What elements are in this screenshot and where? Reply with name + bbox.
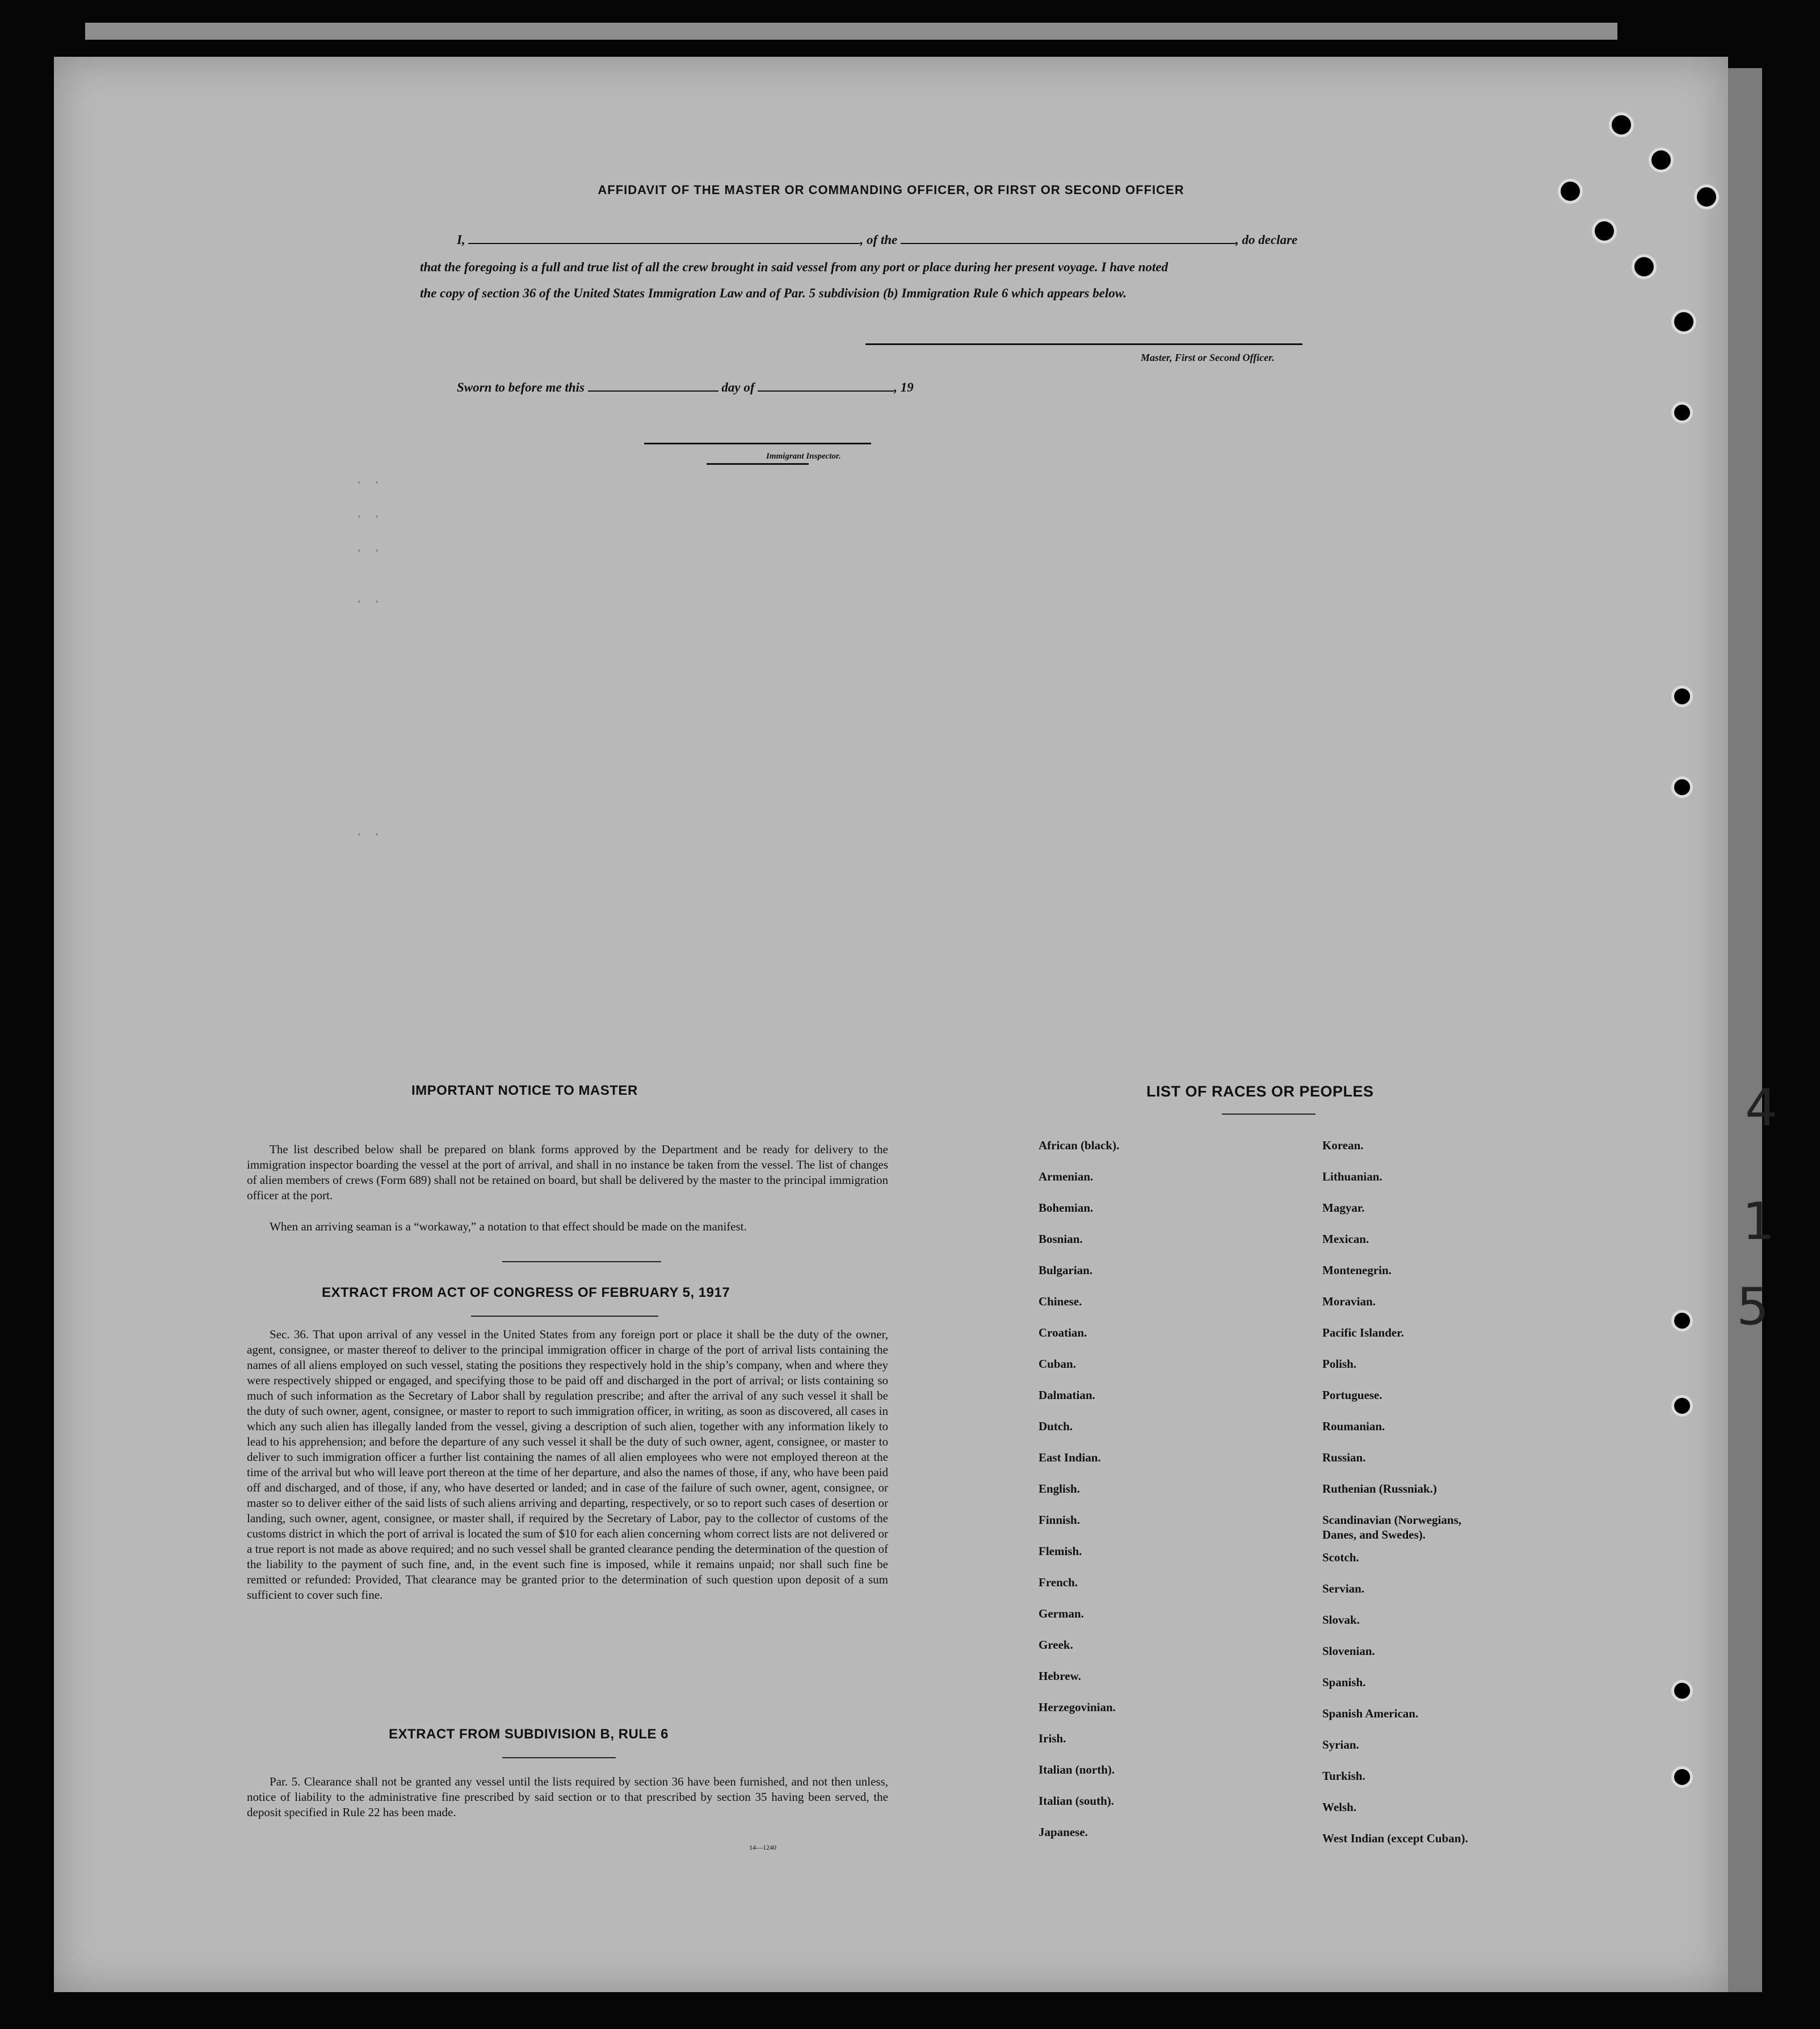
- race-item: Syrian.: [1322, 1738, 1359, 1751]
- race-item: French.: [1039, 1576, 1078, 1589]
- race-item: Polish.: [1322, 1357, 1357, 1371]
- race-item: Slovak.: [1322, 1613, 1360, 1627]
- sworn-line: [457, 380, 914, 395]
- form-number: 14—1240: [749, 1843, 776, 1851]
- binder-hole: [1609, 112, 1634, 137]
- extract-act-text: Sec. 36. That upon arrival of any vessel in the United States from any foreign port or place it shall be the duty of the owner, agent, consignee, or master thereof to deliver to the principal immigration officer in charge of the port of arrival lists containing the names of all aliens employed on such vessel, stating the positions they respectively hold in the ship’s company, when and where they were respectively shipped or engaged, and specifying those to be paid off and discharged in the port of arrival; or lists containing so much of such information as the Secretary of Labor shall by regulation prescribe; and after the arrival of any such vessel it shall be the duty of such owner, agent, consignee, or master to report to such immigration officer, in writing, as soon as discovered, all cases in which any such alien has illegally landed from the vessel, giving a description of such alien, together with any information likely to lead to his apprehension; and before the departure of any such vessel it shall be the duty of such owner, agent, consignee, or master to deliver to such immigration officer a further list containing the names of all alien employees who were not employed thereon at the time of the arrival but who will leave port thereon at the time of her departure, and also the names of those, if any, who have been paid off and discharged, and of those, if any, who have deserted or landed; and in case of the failure of such owner, agent, consignee, or master so to deliver either of the said lists of such aliens arriving and departing, respectively, or so to report such cases of desertion or landing, such owner, agent, consignee, or master shall, if required by the Secretary of Labor, pay to the collector of customs of the customs district in which the port of arrival is located the sum of $10 for each alien concerning whom correct lists are not delivered or a true report is not made as above required; and no such vessel shall be granted clearance pending the determination of the question of the liability to the payment of such fine, and, in the event such fine is imposed, while it remains unpaid; nor shall such fine be remitted or refunded: Provided, That clearance may be granted prior to the determination of such question upon deposit of a sum sufficient to cover such fine.: [247, 1328, 888, 1602]
- affidavit-declare-label: , do declare: [1235, 233, 1298, 247]
- race-item: Portuguese.: [1322, 1388, 1382, 1402]
- divider: [1222, 1114, 1315, 1115]
- race-item: Pacific Islander.: [1322, 1326, 1404, 1339]
- divider: [502, 1757, 616, 1758]
- notice-title: IMPORTANT NOTICE TO MASTER: [411, 1083, 638, 1098]
- race-item: Servian.: [1322, 1582, 1365, 1595]
- race-item: Flemish.: [1039, 1544, 1082, 1558]
- binder-hole: [1671, 776, 1693, 798]
- sworn-label: Sworn to before me this: [457, 380, 585, 394]
- master-signature-label: Master, First or Second Officer.: [1141, 352, 1275, 363]
- race-item: African (black).: [1039, 1139, 1120, 1152]
- race-item: Italian (south).: [1039, 1794, 1115, 1808]
- extract-rule-title: EXTRACT FROM SUBDIVISION B, RULE 6: [389, 1726, 669, 1742]
- margin-mark: 1: [1742, 1192, 1775, 1251]
- binder-hole: [1671, 1680, 1693, 1702]
- race-item: Chinese.: [1039, 1295, 1082, 1308]
- right-page-strip: [1728, 68, 1762, 1992]
- race-item: Slovenian.: [1322, 1644, 1375, 1658]
- binder-hole: [1671, 309, 1696, 334]
- binder-hole: [1671, 686, 1693, 707]
- inspector-underline: [707, 463, 809, 465]
- race-item: Dalmatian.: [1039, 1388, 1095, 1402]
- race-item: Moravian.: [1322, 1295, 1376, 1308]
- extract-rule-text: Par. 5. Clearance shall not be granted any vessel until the lists required by section 36 have been furnished, and not then unless, notice of liability to the administrative fine prescribed by said section or to that prescribed by section 35 having been served, the deposit specified in Rule 22 has been made.: [247, 1775, 888, 1819]
- vessel-field[interactable]: [901, 234, 1235, 244]
- binder-hole: [1671, 1766, 1693, 1788]
- affidavit-of-the-label: , of the: [860, 233, 898, 247]
- race-item: Scotch.: [1322, 1551, 1359, 1564]
- sworn-month-field[interactable]: [758, 381, 894, 392]
- binder-hole: [1649, 148, 1674, 173]
- affidavit-title: AFFIDAVIT OF THE MASTER OR COMMANDING OFFICER, OR FIRST OR SECOND OFFICER: [598, 183, 1184, 197]
- binder-hole: [1592, 219, 1617, 243]
- bleed-through-row: . .: [355, 471, 381, 488]
- race-item: Irish.: [1039, 1732, 1066, 1745]
- race-item: Russian.: [1322, 1451, 1366, 1464]
- race-item: Italian (north).: [1039, 1763, 1115, 1776]
- race-item: East Indian.: [1039, 1451, 1101, 1464]
- bleed-through-row: . .: [355, 505, 381, 522]
- race-item: Bohemian.: [1039, 1201, 1094, 1215]
- race-item: West Indian (except Cuban).: [1322, 1831, 1468, 1845]
- binder-hole: [1671, 402, 1693, 423]
- race-item: Cuban.: [1039, 1357, 1076, 1371]
- race-item: Japanese.: [1039, 1825, 1088, 1839]
- inspector-signature-line[interactable]: [644, 443, 871, 444]
- sworn-day-field[interactable]: [588, 381, 718, 392]
- extract-act-title: EXTRACT FROM ACT OF CONGRESS OF FEBRUARY 5, 1917: [322, 1285, 730, 1300]
- race-item: Armenian.: [1039, 1170, 1094, 1183]
- margin-mark: 5: [1737, 1277, 1769, 1337]
- affidavit-line-2: that the foregoing is a full and true list of all the crew brought in said vessel from any port or place during her present voyage. I have noted: [420, 260, 1169, 274]
- races-left-column: [1039, 1138, 1119, 1856]
- race-item: Dutch.: [1039, 1419, 1073, 1433]
- divider: [471, 1316, 658, 1317]
- races-right-column: [1322, 1138, 1468, 1862]
- race-item: Spanish American.: [1322, 1707, 1419, 1720]
- bleed-through-row: . .: [355, 539, 381, 556]
- race-item: English.: [1039, 1482, 1080, 1496]
- race-item: Montenegrin.: [1322, 1263, 1392, 1277]
- sworn-year-label: , 19: [894, 380, 914, 394]
- race-item: Bosnian.: [1039, 1232, 1083, 1246]
- race-item: Magyar.: [1322, 1201, 1365, 1215]
- binder-hole: [1558, 179, 1583, 204]
- race-item: Hebrew.: [1039, 1669, 1081, 1683]
- bleed-through-row: . .: [355, 590, 381, 607]
- manifest-page: [54, 57, 1728, 1992]
- race-item: Ruthenian (Russniak.): [1322, 1482, 1437, 1496]
- sworn-day-of-label: day of: [721, 380, 755, 394]
- race-item: Roumanian.: [1322, 1419, 1385, 1433]
- name-field[interactable]: [468, 234, 860, 244]
- race-item: Spanish.: [1322, 1675, 1366, 1689]
- notice-paragraph-1: The list described below shall be prepared on blank forms approved by the Department and be ready for delivery to the immigration inspector boarding the vessel at the port of arrival, and shall in no instance be taken from the vessel. The list of changes of alien members of crews (Form 689) shall not be retained on board, but shall be delivered by the master to the principal immigration officer at the port.: [247, 1142, 888, 1202]
- affidavit-line-3: the copy of section 36 of the United States Immigration Law and of Par. 5 subdivision (b) Immigration Rule 6 which appears below.: [420, 286, 1127, 300]
- race-item: Mexican.: [1322, 1232, 1369, 1246]
- race-item: Herzegovinian.: [1039, 1700, 1116, 1714]
- binder-hole: [1632, 254, 1657, 279]
- binder-hole: [1671, 1395, 1693, 1417]
- race-item: Greek.: [1039, 1638, 1073, 1652]
- binder-hole: [1694, 184, 1719, 209]
- race-item: Finnish.: [1039, 1513, 1080, 1527]
- binder-hole: [1671, 1310, 1693, 1331]
- race-item: Welsh.: [1322, 1800, 1357, 1814]
- race-item: Croatian.: [1039, 1326, 1087, 1339]
- inspector-label: Immigrant Inspector.: [766, 452, 841, 461]
- race-item: Scandinavian (Norwegians, Danes, and Swedes).: [1322, 1513, 1462, 1541]
- margin-mark: 4: [1745, 1078, 1778, 1138]
- race-item: Lithuanian.: [1322, 1170, 1382, 1183]
- race-item: German.: [1039, 1607, 1084, 1620]
- race-item: Korean.: [1322, 1139, 1364, 1152]
- bleed-through-row: . .: [355, 823, 381, 840]
- race-item: Turkish.: [1322, 1769, 1365, 1783]
- divider: [502, 1261, 661, 1262]
- race-item: Bulgarian.: [1039, 1263, 1093, 1277]
- page-edge-strip: [85, 23, 1617, 40]
- master-signature-line[interactable]: [865, 343, 1302, 345]
- affidavit-i-label: I,: [457, 233, 465, 247]
- races-title: LIST OF RACES OR PEOPLES: [1146, 1083, 1374, 1100]
- affidavit-declaration-line: [457, 233, 1297, 247]
- notice-paragraph-2: When an arriving seaman is a “workaway,” a notation to that effect should be made on the manifest.: [270, 1220, 747, 1233]
